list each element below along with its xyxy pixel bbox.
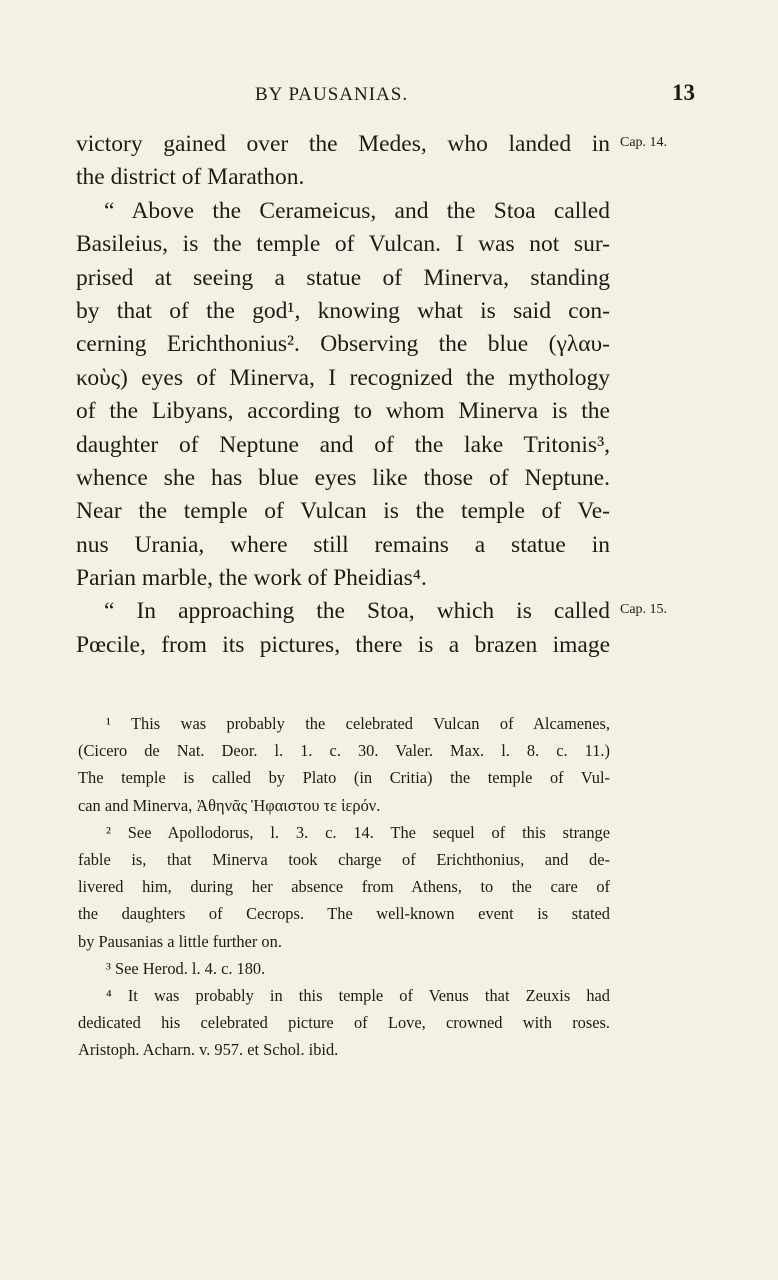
footnote-line: ³ See Herod. l. 4. c. 180.	[106, 958, 266, 978]
page-number: 13	[672, 80, 695, 105]
footnote-line: (Cicero de Nat. Deor. l. 1. c. 30. Valer. Max. l. 8. c. 11.)	[78, 741, 610, 761]
footnote-line: ¹ This was probably the celebrated Vulcan of Alcamenes,	[106, 714, 610, 733]
text-line: Near the temple of Vulcan is the temple of Ve-	[76, 498, 610, 525]
text-line: Pœcile, from its pictures, there is a brazen image	[76, 631, 610, 658]
footnote-line: fable is, that Minerva took charge of Erichthonius, and de-	[78, 849, 610, 869]
footnote-line: the daughters of Cecrops. The well-known event is stated	[78, 904, 610, 924]
text-line: κοὺς) eyes of Minerva, I recognized the mythology	[76, 364, 610, 391]
main-text	[76, 128, 610, 662]
text-line: Parian marble, the work of Pheidias⁴.	[76, 565, 427, 592]
running-head	[0, 80, 778, 108]
text-line: prised at seeing a statue of Minerva, standing	[76, 264, 610, 291]
text-line: by that of the god¹, knowing what is said con-	[76, 297, 610, 324]
text-line: cerning Erichthonius². Observing the blue (γλαυ-	[76, 331, 610, 358]
margin-note-cap-15: Cap. 15.	[620, 602, 668, 617]
footnote-line: dedicated his celebrated picture of Love, crowned with roses.	[78, 1013, 610, 1033]
footnote-line: can and Minerva, Ἀθηνᾶς Ἡφαιστου τε ἱερόν.	[78, 795, 381, 815]
footnote-line: ⁴ It was probably in this temple of Venus that Zeuxis had	[106, 985, 610, 1005]
text-line: nus Urania, where still remains a statue in	[76, 531, 610, 558]
margin-note-cap-14: Cap. 14.	[620, 135, 668, 150]
footnote-line: ² See Apollodorus, l. 3. c. 14. The sequel of this strange	[106, 822, 610, 842]
text-line: victory gained over the Medes, who landed in	[76, 131, 610, 157]
text-line: whence she has blue eyes like those of Neptune.	[76, 464, 610, 491]
text-line: of the Libyans, according to whom Minerva is the	[76, 398, 610, 425]
text-line: daughter of Neptune and of the lake Tritonis³,	[76, 431, 610, 458]
running-title: BY PAUSANIAS.	[255, 84, 409, 105]
footnote-line: livered him, during her absence from Athens, to the care of	[78, 877, 610, 897]
text-line: the district of Marathon.	[76, 164, 305, 191]
footnote-line: by Pausanias a little further on.	[78, 931, 282, 951]
text-line: Basileius, is the temple of Vulcan. I was not sur-	[76, 231, 610, 258]
text-line: “ In approaching the Stoa, which is called	[104, 598, 610, 625]
footnotes	[78, 710, 610, 1063]
footnote-line: Aristoph. Acharn. v. 957. et Schol. ibid.	[78, 1040, 339, 1060]
text-line: “ Above the Cerameicus, and the Stoa called	[104, 197, 610, 224]
footnote-line: The temple is called by Plato (in Critia) the temple of Vul-	[78, 768, 610, 788]
